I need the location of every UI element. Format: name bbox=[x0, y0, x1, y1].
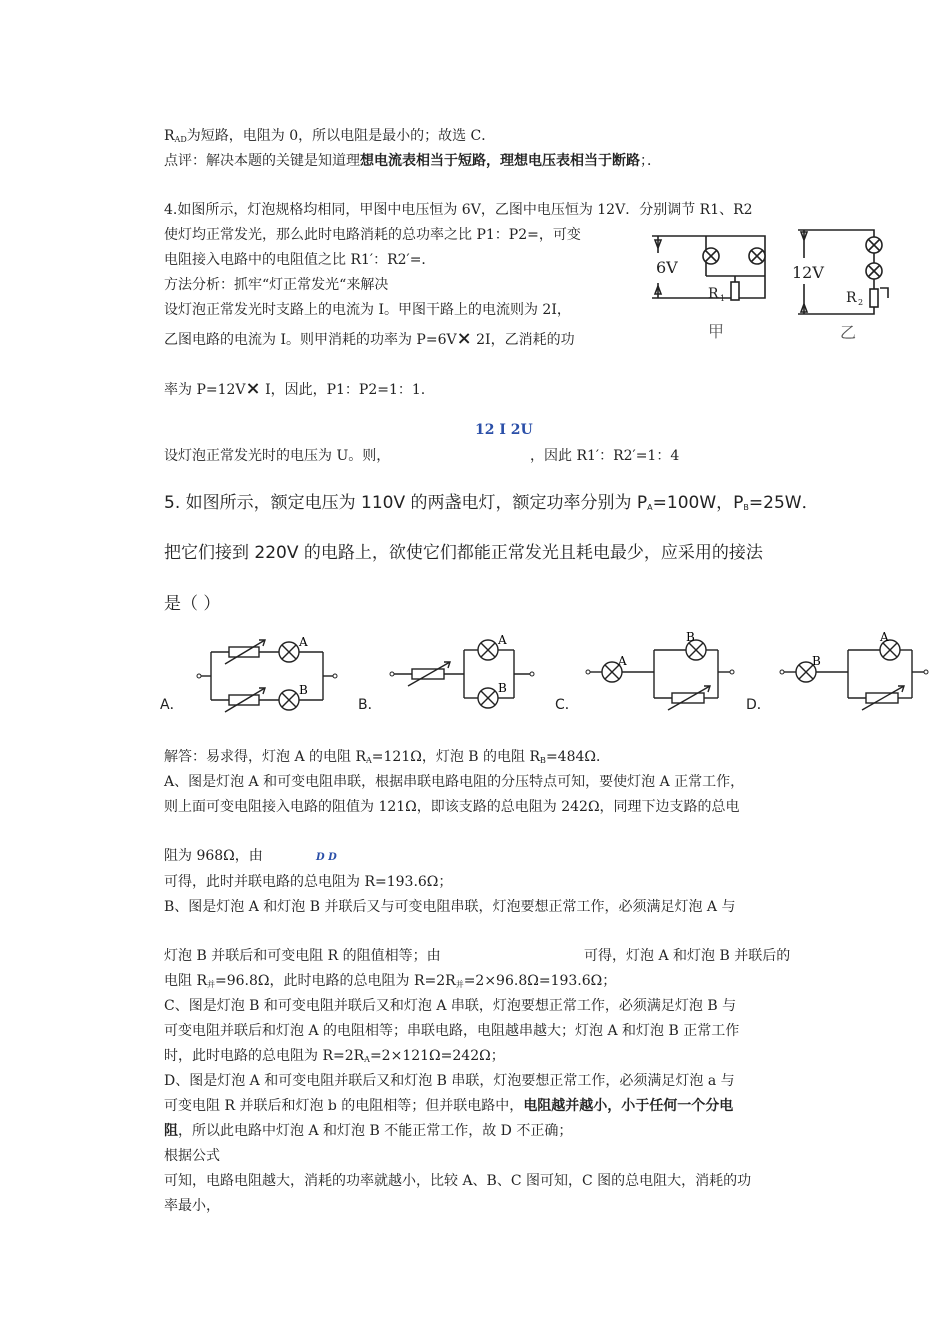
answer-line: 阻，所以此电路中灯泡 A 和灯泡 B 不能正常工作，故 D 不正确； bbox=[164, 1123, 573, 1139]
answer-line: 可得，灯泡 A 和灯泡 B 并联后的 bbox=[584, 948, 791, 964]
svg-text:2: 2 bbox=[858, 298, 864, 307]
svg-text:1: 1 bbox=[720, 294, 726, 303]
q5-line: 是（ ） bbox=[164, 594, 221, 614]
comment-line: 点评：解决本题的关键是知道理想电流表相当于短路，理想电压表相当于断路；． bbox=[164, 153, 661, 169]
answer-line: 可得，此时并联电路的总电阻为 R=193.6Ω； bbox=[164, 874, 453, 890]
q5-line: 把它们接到 220V 的电路上，欲使它们都能正常发光且耗电最少，应采用的接法 bbox=[164, 543, 763, 563]
q4-line: 使灯均正常发光，那么此时电路消耗的总功率之比 P1：P2=，可变 bbox=[164, 227, 581, 243]
q4-line: 乙图电路的电流为 I。则甲消耗的功率为 P=6V× 2I，乙消耗的功 bbox=[164, 328, 575, 349]
q5-line: 5. 如图所示，额定电压为 110V 的两盏电灯，额定功率分别为 $P_A=100W$，$P_B=25W$． bbox=[164, 493, 819, 513]
circuit-option-a[interactable] bbox=[195, 632, 345, 714]
q4-line: 设灯泡正常发光时支路上的电流为 I。甲图干路上的电流则为 2I， bbox=[164, 302, 571, 318]
answer-line: 可变电阻并联后和灯泡 A 的电阻相等；串联电路，电阻越串越大；灯泡 A 和灯泡 B 正常工作 bbox=[164, 1023, 740, 1039]
circuit-option-b[interactable] bbox=[386, 632, 546, 714]
svg-text:A: A bbox=[299, 635, 308, 649]
q4-line: 4.如图所示，灯泡规格均相同，甲图中电压恒为 6V，乙图中电压恒为 12V．分别调节 R1、R2 bbox=[164, 202, 753, 218]
q4-line: 方法分析：抓牢“灯正常发光“来解决 bbox=[164, 277, 389, 293]
q4-line: 率为 P=12V× I，因此，P1：P2=1：1. bbox=[164, 378, 426, 399]
circuit-option-d[interactable] bbox=[776, 632, 936, 714]
answer-line: 灯泡 B 并联后和可变电阻 R 的阻值相等；由 bbox=[164, 948, 441, 964]
svg-text:A: A bbox=[618, 654, 627, 668]
answer-line: 根据公式 bbox=[164, 1148, 220, 1164]
answer-line: 时，此时电路的总电阻为 $R=2R_A=2\times 121\Omega=242\Omega$； bbox=[164, 1048, 505, 1064]
figure-caption: 甲 bbox=[708, 322, 725, 341]
svg-text:A: A bbox=[498, 633, 507, 647]
text-line: $R_{AD}$为短路，电阻为 0，所以电阻是最小的；故选 C． bbox=[164, 128, 496, 144]
option-c-label[interactable]: C． bbox=[555, 697, 579, 713]
answer-line: A、图是灯泡 A 和可变电阻串联，根据串联电路电阻的分压特点可知，要使灯泡 A 正常工作， bbox=[164, 774, 745, 790]
q4-line: 电阻接入电路中的电阻值之比 R1′：R2′=． bbox=[164, 252, 436, 268]
svg-text:B: B bbox=[812, 654, 821, 668]
answer-line: 可变电阻 R 并联后和灯泡 b 的电阻相等；但并联电路中，电阻越并越小，小于任何一个分电 bbox=[164, 1098, 734, 1114]
answer-line: 阻为 968Ω，由 bbox=[164, 848, 263, 864]
q4-line: ，因此 R1′：R2′=1：4 bbox=[530, 448, 680, 464]
answer-line: 则上面可变电阻接入电路的阻值为 121Ω，即该支路的总电阻为 242Ω，同理下边支路的总电 bbox=[164, 799, 740, 815]
answer-line: B、图是灯泡 A 和灯泡 B 并联后又与可变电阻串联，灯泡要想正常工作，必须满足灯泡 A 与 bbox=[164, 899, 736, 915]
resistor-label: R bbox=[708, 286, 719, 302]
answer-line: 可知，电路电阻越大，消耗的功率就越小，比较 A、B、C 图可知，C 图的总电阻大，消耗的功 bbox=[164, 1173, 752, 1189]
answer-line: D、图是灯泡 A 和可变电阻并联后又和灯泡 B 串联，灯泡要想正常工作，必须满足灯泡 a 与 bbox=[164, 1073, 735, 1089]
option-a-label[interactable]: A． bbox=[160, 697, 184, 713]
answer-line: C、图是灯泡 B 和可变电阻并联后又和灯泡 A 串联，灯泡要想正常工作，必须满足灯泡 B 与 bbox=[164, 998, 737, 1014]
q4-line: 设灯泡正常发光时的电压为 U。则， bbox=[164, 448, 391, 464]
formula-image: D D bbox=[316, 852, 337, 863]
svg-text:A: A bbox=[880, 632, 889, 644]
svg-text:B: B bbox=[498, 681, 507, 695]
svg-text:B: B bbox=[299, 683, 308, 697]
voltage-label: 6V bbox=[656, 258, 678, 277]
figure-caption: 乙 bbox=[840, 323, 857, 342]
formula-image: 12 I 2U bbox=[475, 422, 533, 438]
answer-line: 电阻 $R_并=96.8\Omega$，此时电路的总电阻为 $R=2R_并=2\times 96.8\Omega=193.6\Omega$； bbox=[164, 973, 617, 989]
circuit-diagram-yi bbox=[788, 226, 898, 346]
svg-text:B: B bbox=[686, 632, 695, 644]
option-d-label[interactable]: D． bbox=[746, 697, 771, 713]
resistor-label: R bbox=[846, 290, 857, 306]
circuit-diagram-jia bbox=[650, 228, 780, 348]
voltage-label: 12V bbox=[792, 263, 824, 282]
answer-line: 解答：易求得，灯泡 A 的电阻 $R_A=121\Omega$，灯泡 B 的电阻 $R_B=484\Omega$． bbox=[164, 749, 610, 765]
option-b-label[interactable]: B． bbox=[358, 697, 382, 713]
answer-line: 率最小， bbox=[164, 1198, 220, 1214]
circuit-option-c[interactable] bbox=[582, 632, 742, 714]
